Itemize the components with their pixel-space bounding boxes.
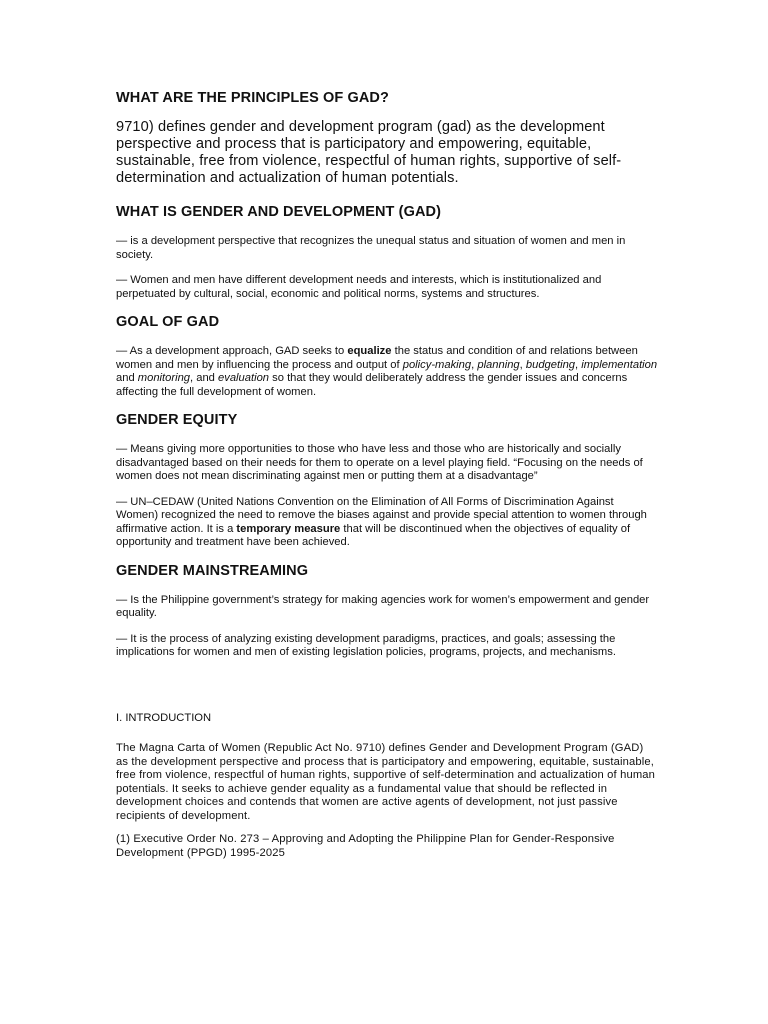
emphasis-equalize: equalize: [347, 345, 392, 357]
what-is-paragraph-1: — is a development perspective that recognizes the unequal status and situation of women and men in society.: [116, 235, 626, 261]
emphasis-temporary-measure: temporary measure: [236, 522, 341, 535]
mainstreaming-paragraph-1: — Is the Philippine government’s strategy for making agencies work for women’s empowerment and gender equality.: [116, 593, 650, 619]
heading-principles: WHAT ARE THE PRINCIPLES OF GAD?: [116, 90, 389, 106]
equity-paragraph-1: — Means giving more opportunities to those who have less and those who are historically and socially disadvantaged based on their needs for them to operate on a level playing field. “Focusing on the needs of women does not mean discriminating against men or putting them at a disadvantage”: [116, 443, 643, 482]
section-spacer: [116, 672, 658, 712]
heading-what-is-gad: WHAT IS GENDER AND DEVELOPMENT (GAD): [116, 204, 442, 220]
executive-order-paragraph: (1) Executive Order No. 273 – Approving and Adopting the Philippine Plan for Gender-Responsive Development (PPGD) 1995-2025: [116, 833, 615, 859]
heading-gender-mainstreaming: GENDER MAINSTREAMING: [116, 562, 309, 579]
goal-paragraph: — As a development approach, GAD seeks to equalize the status and condition of and relations between women and men by influencing the process and output of policy-making, planning, budgeting, implementation and monitoring, and evaluation so that they would deliberately address the gender issues and concerns affecting the full development of women.: [116, 345, 658, 398]
equity-paragraph-2: — UN–CEDAW (United Nations Convention on the Elimination of All Forms of Discrimination Against Women) recognized the need to remove the biases against and provide special attention to women through affirmative action. It is a temporary measure that will be discontinued when the objectives of equality of opportunity and treatment have been achieved.: [116, 495, 647, 548]
principles-paragraph: 9710) defines gender and development program (gad) as the development perspective and process that is participatory and empowering, equitable, sustainable, free from violence, respectful of human rights, supportive of self-determination and actualization of human potentials.: [116, 119, 622, 186]
heading-gender-equity: GENDER EQUITY: [116, 412, 238, 428]
what-is-paragraph-2: — Women and men have different development needs and interests, which is institutionalized and perpetuated by cultural, social, economic and political norms, systems and structures.: [116, 274, 602, 300]
heading-goal: GOAL OF GAD: [116, 314, 220, 330]
introduction-paragraph: The Magna Carta of Women (Republic Act No. 9710) defines Gender and Development Program (GAD) as the development perspective and process that is participatory and empowering, equitable, sustainable, free from violence, respectful of human rights, supportive of self-determination and actualization of human potentials. It seeks to achieve gender equality as a fundamental value that should be reflected in development choices and contends that women are active agents of development, not just passive recipients of development.: [116, 742, 656, 822]
mainstreaming-paragraph-2: — It is the process of analyzing existing development paradigms, practices, and goals; assessing the implications for women and men of existing legislation policies, programs, projects, and mechanisms.: [116, 632, 616, 658]
introduction-title: I. INTRODUCTION: [116, 711, 212, 724]
